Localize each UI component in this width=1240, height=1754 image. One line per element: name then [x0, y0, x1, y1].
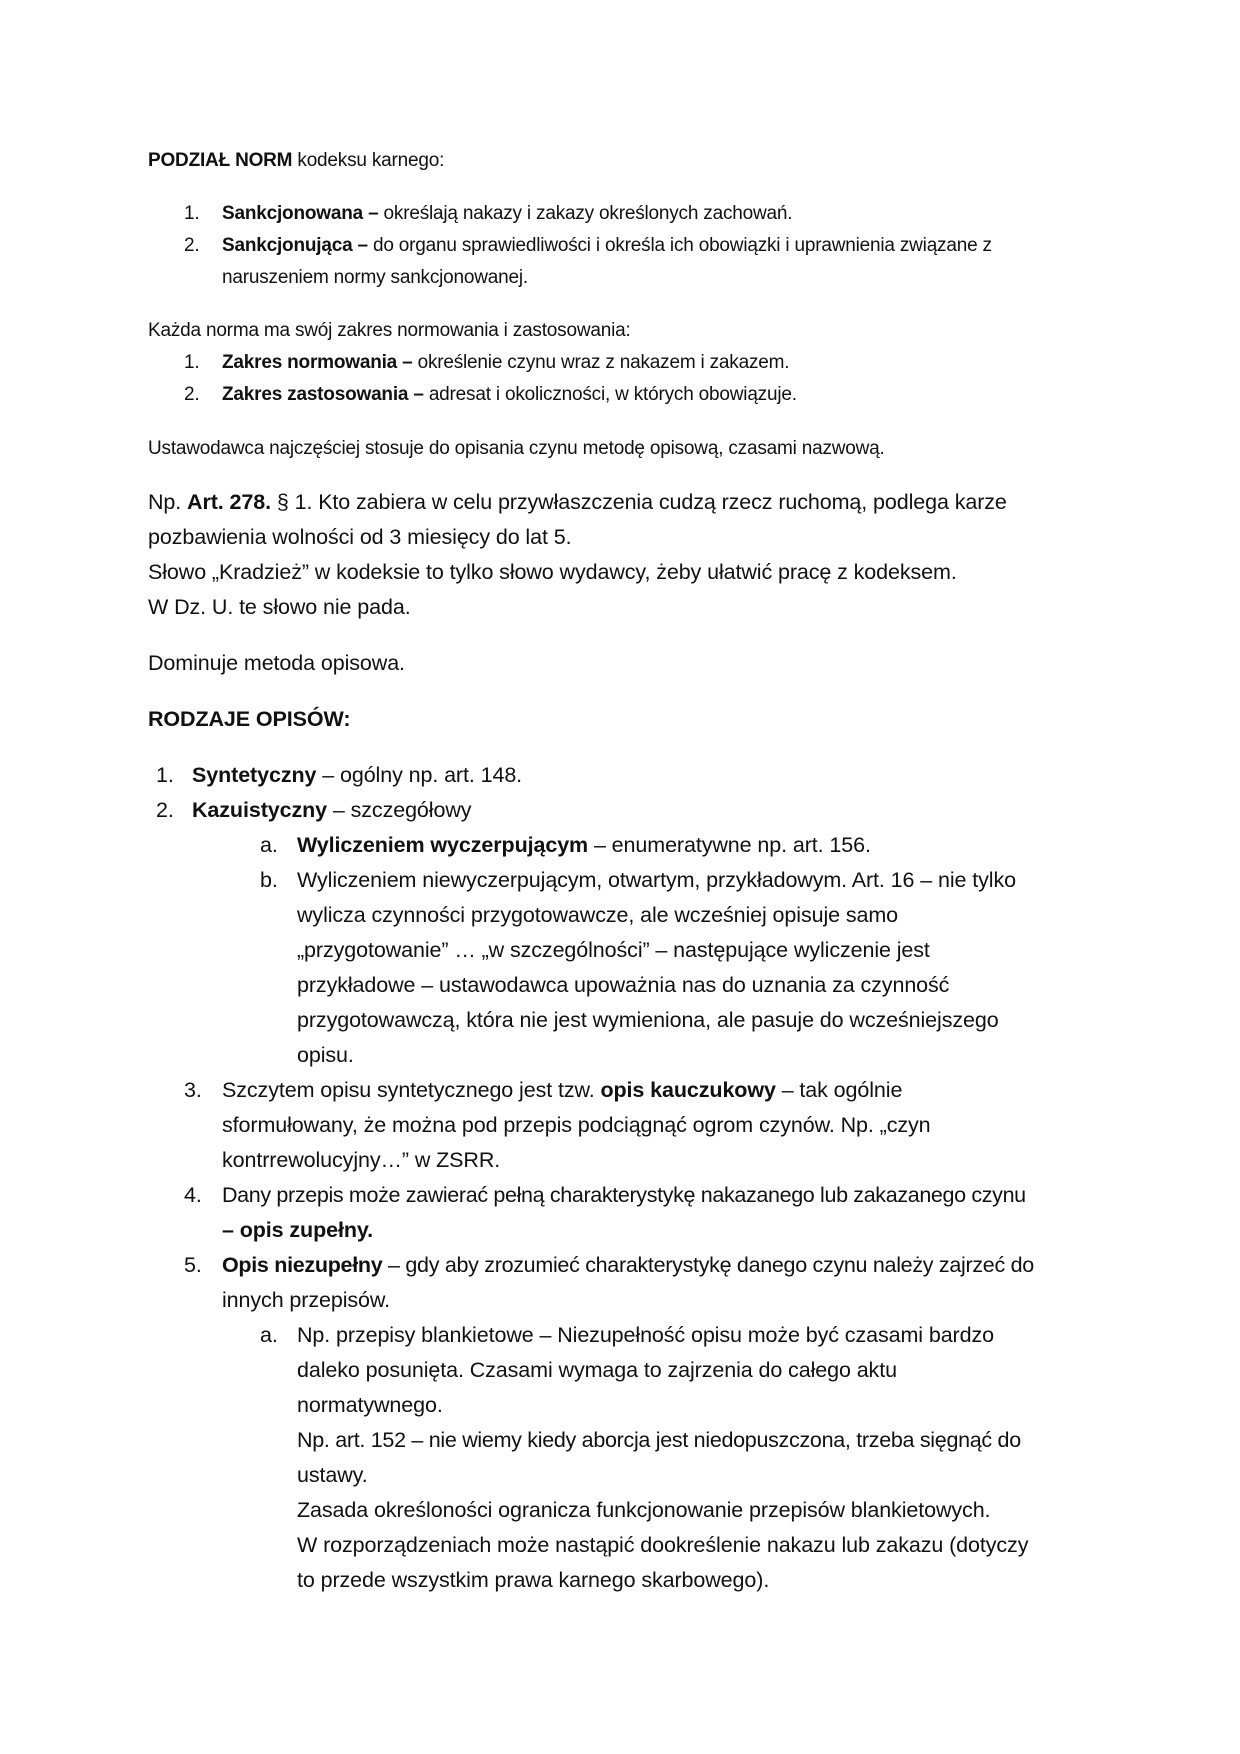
sublist-item-line: W rozporządzeniach może nastąpić dookreślenie nakazu lub zakazu (dotyczy [297, 1533, 1029, 1557]
sublist-item-line: ustawy. [297, 1463, 368, 1487]
list-number: 5. [184, 1253, 202, 1277]
paragraph-method: Ustawodawca najczęściej stosuje do opisania czynu metodę opisową, czasami nazwową. [148, 438, 885, 459]
list-number: 2. [156, 798, 174, 822]
list-item-kazuistyczny: Kazuistyczny – szczegółowy [192, 798, 472, 822]
paragraph-zakres-intro: Każda norma ma swój zakres normowania i zastosowania: [148, 320, 631, 341]
sublist-letter: a. [260, 1323, 278, 1347]
list-item-zakres-normowania: Zakres normowania – określenie czynu wraz z nakazem i zakazem. [222, 352, 790, 373]
sublist-letter: a. [260, 833, 278, 857]
sublist-item-line: Np. przepisy blankietowe – Niezupełność opisu może być czasami bardzo [297, 1323, 994, 1347]
sublist-item-line: normatywnego. [297, 1393, 443, 1417]
list-item-sankcjonowana: Sankcjonowana – określają nakazy i zakazy określonych zachowań. [222, 203, 793, 224]
list-item-kauczukowy: Szczytem opisu syntetycznego jest tzw. opis kauczukowy – tak ogólnie [222, 1078, 903, 1102]
list-number: 2. [184, 235, 200, 256]
list-number: 1. [184, 352, 200, 373]
example-line-2: pozbawienia wolności od 3 miesięcy do lat 5. [148, 525, 572, 549]
list-item-line: – opis zupełny. [222, 1218, 374, 1242]
heading-podzial-norm: PODZIAŁ NORM kodeksu karnego: [148, 150, 445, 171]
sublist-item-line: Wyliczeniem niewyczerpującym, otwartym, przykładowym. Art. 16 – nie tylko [297, 868, 1016, 892]
list-number: 2. [184, 384, 200, 405]
list-item-continuation: naruszeniem normy sankcjonowanej. [222, 267, 529, 288]
sublist-item-line: przygotowawczą, która nie jest wymieniona, ale pasuje do wcześniejszego [297, 1008, 999, 1032]
sublist-item-wyczerpujacym: Wyliczeniem wyczerpującym – enumeratywne np. art. 156. [297, 833, 871, 857]
sublist-item-line: „przygotowanie” … „w szczególności” – następujące wyliczenie jest [297, 938, 930, 962]
list-number: 1. [184, 203, 200, 224]
sublist-item-line: przykładowe – ustawodawca upoważnia nas do uznania za czynność [297, 973, 950, 997]
list-item-line: innych przepisów. [222, 1288, 391, 1312]
list-number: 3. [184, 1078, 202, 1102]
sublist-item-line: opisu. [297, 1043, 354, 1067]
sublist-item-line: wylicza czynności przygotowawcze, ale wcześniej opisuje samo [297, 903, 899, 927]
list-number: 4. [184, 1183, 202, 1207]
list-item-opis-niezupelny: Opis niezupełny – gdy aby zrozumieć charakterystykę danego czynu należy zajrzeć do [222, 1253, 1034, 1277]
sublist-letter: b. [260, 868, 278, 892]
heading-rodzaje-opisow: RODZAJE OPISÓW: [148, 707, 351, 731]
list-item-line: sformułowany, że można pod przepis podciągnąć ogrom czynów. Np. „czyn [222, 1113, 931, 1137]
list-item-sankcjonujaca: Sankcjonująca – do organu sprawiedliwości i określa ich obowiązki i uprawnienia związane z [222, 235, 992, 256]
sublist-item-line: daleko posunięta. Czasami wymaga to zajrzenia do całego aktu [297, 1358, 897, 1382]
example-line-1: Np. Art. 278. § 1. Kto zabiera w celu przywłaszczenia cudzą rzecz ruchomą, podlega karze [148, 490, 1007, 514]
list-item-zakres-zastosowania: Zakres zastosowania – adresat i okoliczności, w których obowiązuje. [222, 384, 797, 405]
list-item-line: kontrrewolucyjny…” w ZSRR. [222, 1148, 501, 1172]
paragraph-dominant: Dominuje metoda opisowa. [148, 651, 405, 675]
example-line-4: W Dz. U. te słowo nie pada. [148, 595, 411, 619]
sublist-item-line: Np. art. 152 – nie wiemy kiedy aborcja jest niedopuszczona, trzeba sięgnąć do [297, 1428, 1021, 1452]
example-line-3: Słowo „Kradzież” w kodeksie to tylko słowo wydawcy, żeby ułatwić pracę z kodeksem. [148, 560, 957, 584]
sublist-item-line: to przede wszystkim prawa karnego skarbowego). [297, 1568, 770, 1592]
sublist-item-line: Zasada określoności ogranicza funkcjonowanie przepisów blankietowych. [297, 1498, 991, 1522]
list-item-opis-zupelny: Dany przepis może zawierać pełną charakterystykę nakazanego lub zakazanego czynu [222, 1183, 1026, 1207]
list-number: 1. [156, 763, 174, 787]
list-item-syntetyczny: Syntetyczny – ogólny np. art. 148. [192, 763, 523, 787]
